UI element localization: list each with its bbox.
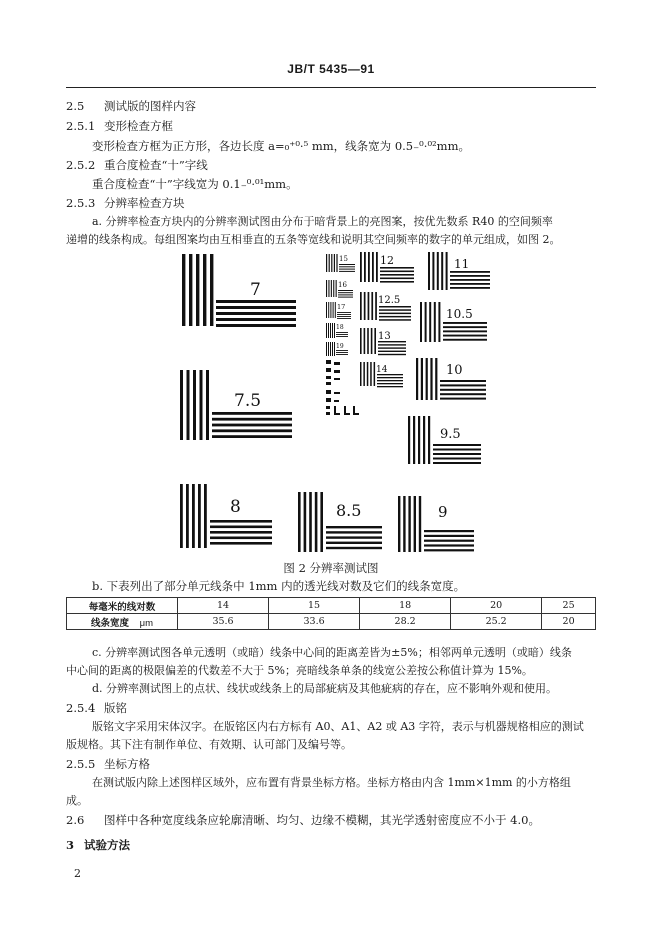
label-10-5: 10.5 bbox=[446, 307, 473, 321]
table-cell: 35.6 bbox=[178, 614, 269, 630]
line-pair-table bbox=[66, 597, 596, 630]
item-b-line: b. 下表列出了部分单元线条中 1mm 内的透光线对数及它们的线条宽度。 bbox=[92, 579, 466, 593]
label-16: 16 bbox=[338, 281, 347, 289]
label-12: 12 bbox=[380, 254, 394, 267]
section-2-5-4-heading bbox=[66, 700, 127, 716]
section-2-5-5-line-2: 成。 bbox=[66, 794, 88, 807]
table-cell: 33.6 bbox=[269, 614, 360, 630]
section-title: 坐标方格 bbox=[104, 757, 150, 771]
section-2-5-4-line-2: 版规格。其下注有制作单位、有效期、认可部门及编号等。 bbox=[66, 738, 352, 751]
section-number: 2.5.4 bbox=[66, 701, 96, 715]
section-2-5-5-line-1: 在测试版内除上述图样区域外，应布置有背景坐标方格。坐标方格由内含 1mm×1mm 的小方格组 bbox=[92, 776, 571, 789]
label-19: 19 bbox=[336, 343, 344, 350]
item-c-line-1: c. 分辨率测试图各单元透明（或暗）线条中心间的距离差皆为±5%；相邻两单元透明（或暗）线条 bbox=[92, 646, 572, 659]
table-header-width bbox=[67, 614, 178, 630]
item-c-line-2: 中心间的距离的极限偏差的代数差不大于 5%；亮暗线条单条的线宽公差按公称值计算为 15%。 bbox=[66, 664, 533, 677]
section-2-5-2-heading bbox=[66, 157, 208, 173]
section-number: 2.5 bbox=[66, 99, 85, 113]
header-rule bbox=[66, 87, 596, 88]
section-2-5-2-body: 重合度检查“十”字线宽为 0.1₋⁰·⁰¹mm。 bbox=[92, 177, 298, 191]
section-2-5-5-heading bbox=[66, 756, 150, 772]
page-header-code: JB/T 5435—91 bbox=[287, 62, 375, 76]
section-2-5-1-body: 变形检查方框为正方形，各边长度 a=₀⁺⁰·⁵ mm，线条宽为 0.5₋⁰·⁰²mm。 bbox=[92, 139, 470, 153]
label-18: 18 bbox=[336, 324, 344, 331]
item-d-line: d. 分辨率测试图上的点状、线状或线条上的局部疵病及其他疵病的存在，应不影响外观和使用。 bbox=[92, 682, 558, 695]
section-2-5-1-heading bbox=[66, 118, 173, 134]
label-7: 7 bbox=[250, 280, 261, 300]
table-cell: 28.2 bbox=[360, 614, 451, 630]
table-cell: 14 bbox=[178, 598, 269, 614]
label-13: 13 bbox=[378, 331, 391, 342]
width-unit: μm bbox=[139, 617, 153, 629]
item-a-line-1: a. 分辨率检查方块内的分辨率测试图由分布于暗背景上的亮图案，按优先数系 R40 的空间频率 bbox=[92, 215, 553, 228]
resolution-group-9 bbox=[398, 496, 474, 552]
section-title: 分辨率检查方块 bbox=[104, 196, 185, 210]
label-11: 11 bbox=[454, 257, 470, 271]
label-12-5: 12.5 bbox=[378, 295, 401, 306]
label-14: 14 bbox=[376, 365, 388, 375]
section-title: 重合度检查“十”字线 bbox=[104, 158, 208, 172]
resolution-group-7 bbox=[182, 254, 296, 327]
section-body: 图样中各种宽度线条应轮廓清晰、均匀、边缘不模糊，其光学透射密度应不小于 4.0。 bbox=[104, 813, 540, 827]
table-cell: 20 bbox=[542, 614, 596, 630]
section-number: 3 bbox=[66, 838, 75, 852]
label-9-5: 9.5 bbox=[440, 427, 461, 442]
label-8-5: 8.5 bbox=[336, 501, 362, 520]
label-17: 17 bbox=[337, 303, 346, 311]
page-number: 2 bbox=[74, 867, 81, 880]
figure-caption: 图 2 分辨率测试图 bbox=[283, 561, 379, 575]
section-number: 2.5.5 bbox=[66, 757, 96, 771]
resolution-test-figure bbox=[150, 240, 515, 560]
table-cell: 15 bbox=[269, 598, 360, 614]
label-8: 8 bbox=[230, 497, 241, 517]
section-2-6 bbox=[66, 812, 540, 828]
label-10: 10 bbox=[446, 363, 463, 378]
table-row bbox=[67, 598, 596, 614]
section-2-5-4-line-1: 版铭文字采用宋体汉字。在版铭区内右方标有 A0、A1、A2 或 A3 字符，表示与机器规格相应的测试 bbox=[92, 720, 584, 733]
section-number: 2.6 bbox=[66, 813, 85, 827]
table-header-pairs: 每毫米的线对数 bbox=[67, 598, 178, 614]
table-cell: 25 bbox=[542, 598, 596, 614]
label-15: 15 bbox=[339, 255, 348, 263]
section-title: 试验方法 bbox=[84, 838, 130, 852]
label-7-5: 7.5 bbox=[234, 391, 262, 411]
table-cell: 20 bbox=[451, 598, 542, 614]
section-number: 2.5.2 bbox=[66, 158, 96, 172]
resolution-group-8 bbox=[180, 484, 272, 548]
section-3-heading bbox=[66, 837, 130, 853]
item-a-line-2: 递增的线条构成。每组图案均由互相垂直的五条等宽线和说明其空间频率的数字的单元组成，如图 2。 bbox=[66, 233, 561, 246]
table-row bbox=[67, 614, 596, 630]
label-9: 9 bbox=[438, 503, 448, 521]
width-label: 线条宽度 bbox=[91, 617, 130, 629]
table-cell: 25.2 bbox=[451, 614, 542, 630]
section-2-5-3-heading bbox=[66, 195, 185, 211]
resolution-small-groups bbox=[326, 254, 359, 415]
section-title: 变形检查方框 bbox=[104, 119, 173, 133]
table-cell: 18 bbox=[360, 598, 451, 614]
section-2-5-heading bbox=[66, 98, 196, 114]
section-number: 2.5.3 bbox=[66, 196, 96, 210]
section-title: 版铭 bbox=[104, 701, 127, 715]
section-number: 2.5.1 bbox=[66, 119, 96, 133]
section-title: 测试版的图样内容 bbox=[104, 99, 196, 113]
